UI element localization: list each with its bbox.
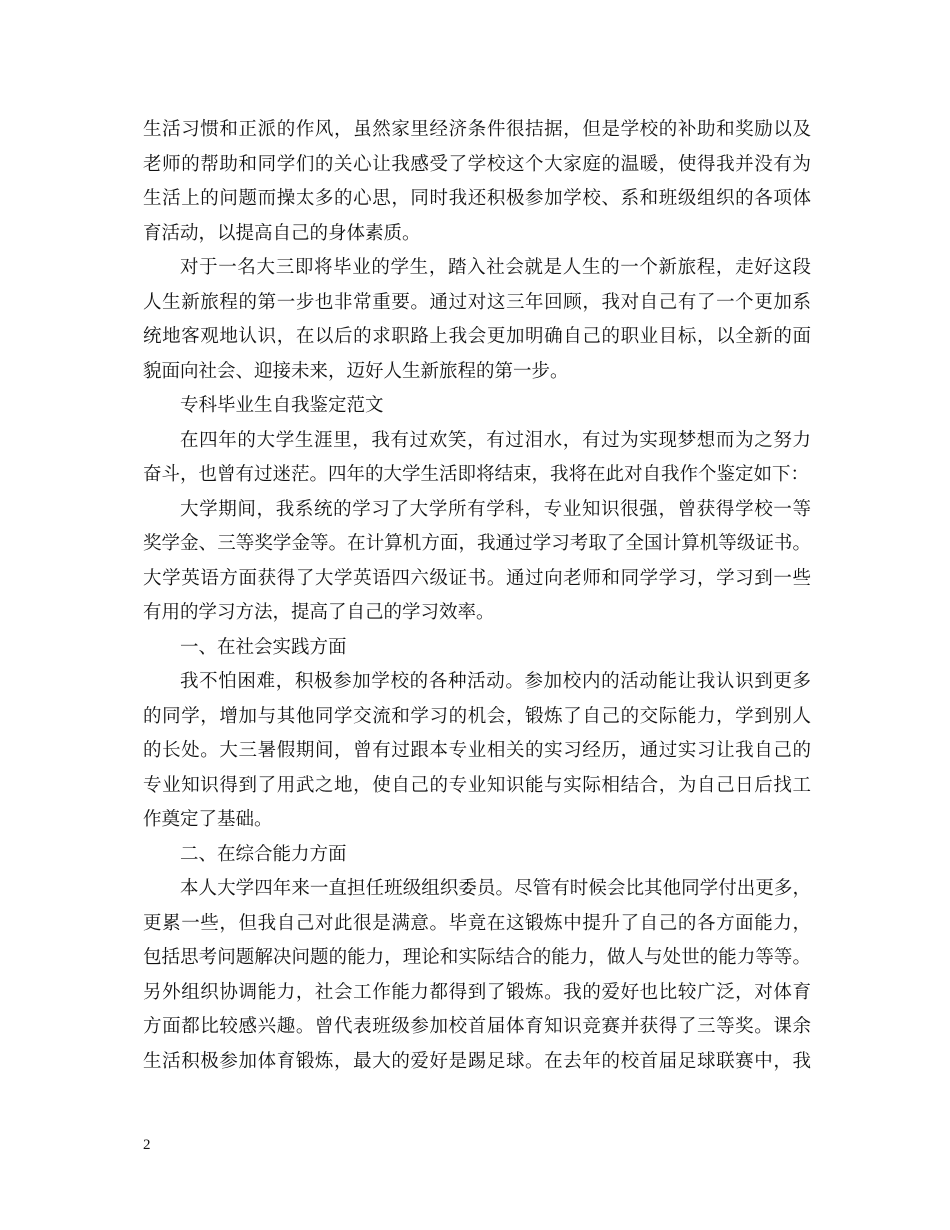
text-line: 奋斗，也曾有过迷茫。四年的大学生活即将结束，我将在此对自我作个鉴定如下： <box>143 464 810 485</box>
text-line: 人生新旅程的第一步也非常重要。通过对这三年回顾，我对自己有了一个更加系 <box>143 291 811 313</box>
text-line: 的同学，增加与其他同学交流和学习的机会，锻炼了自己的交际能力，学到别人 <box>143 705 811 727</box>
page-number: 2 <box>143 1137 151 1153</box>
text-line: 生活上的问题而操太多的心思，同时我还积极参加学校、系和班级组织的各项体 <box>143 188 811 209</box>
text-line: 专科毕业生自我鉴定范文 <box>180 395 384 416</box>
text-line: 专业知识得到了用武之地，使自己的专业知识能与实际相结合，为自己日后找工 <box>143 774 811 796</box>
text-line: 大学期间，我系统的学习了大学所有学科，专业知识很强，曾获得学校一等 <box>180 498 811 520</box>
document-body <box>143 113 811 1079</box>
text-line: 统地客观地认识，在以后的求职路上我会更加明确自己的职业目标，以全新的面 <box>143 326 811 347</box>
text-line: 另外组织协调能力，社会工作能力都得到了锻炼。我的爱好也比较广泛，对体育 <box>143 981 811 1003</box>
text-line: 包括思考问题解决问题的能力，理论和实际结合的能力，做人与处世的能力等等。 <box>143 947 811 968</box>
text-line: 貌面向社会、迎接未来，迈好人生新旅程的第一步。 <box>143 360 569 382</box>
text-line: 本人大学四年来一直担任班级组织委员。尽管有时候会比其他同学付出更多， <box>180 878 811 899</box>
text-line: 有用的学习方法，提高了自己的学习效率。 <box>143 602 495 623</box>
text-line: 更累一些，但我自己对此很是满意。毕竟在这锻炼中提升了自己的各方面能力， <box>143 912 811 934</box>
text-line: 在四年的大学生涯里，我有过欢笑，有过泪水，有过为实现梦想而为之努力 <box>180 429 811 451</box>
text-line: 对于一名大三即将毕业的学生，踏入社会就是人生的一个新旅程，走好这段 <box>180 257 811 278</box>
text-line: 大学英语方面获得了大学英语四六级证书。通过向老师和同学学习，学习到一些 <box>143 567 811 589</box>
text-line: 老师的帮助和同学们的关心让我感受了学校这个大家庭的温暖，使得我并没有为 <box>143 153 811 175</box>
text-line: 生活积极参加体育锻炼，最大的爱好是踢足球。在去年的校首届足球联赛中，我 <box>143 1050 811 1072</box>
text-line: 二、在综合能力方面 <box>180 843 347 865</box>
text-line: 我不怕困难，积极参加学校的各种活动。参加校内的活动能让我认识到更多 <box>180 671 811 692</box>
text-line: 一、在社会实践方面 <box>180 636 347 658</box>
text-line: 的长处。大三暑假期间，曾有过跟本专业相关的实习经历，通过实习让我自己的 <box>143 740 811 761</box>
text-line: 生活习惯和正派的作风，虽然家里经济条件很拮据，但是学校的补助和奖励以及 <box>143 119 811 140</box>
text-line: 育活动，以提高自己的身体素质。 <box>143 222 421 244</box>
text-line: 奖学金、三等奖学金等。在计算机方面，我通过学习考取了全国计算机等级证书。 <box>143 533 811 554</box>
text-line: 方面都比较感兴趣。曾代表班级参加校首届体育知识竞赛并获得了三等奖。课余 <box>143 1016 811 1037</box>
text-line: 作奠定了基础。 <box>143 809 273 830</box>
